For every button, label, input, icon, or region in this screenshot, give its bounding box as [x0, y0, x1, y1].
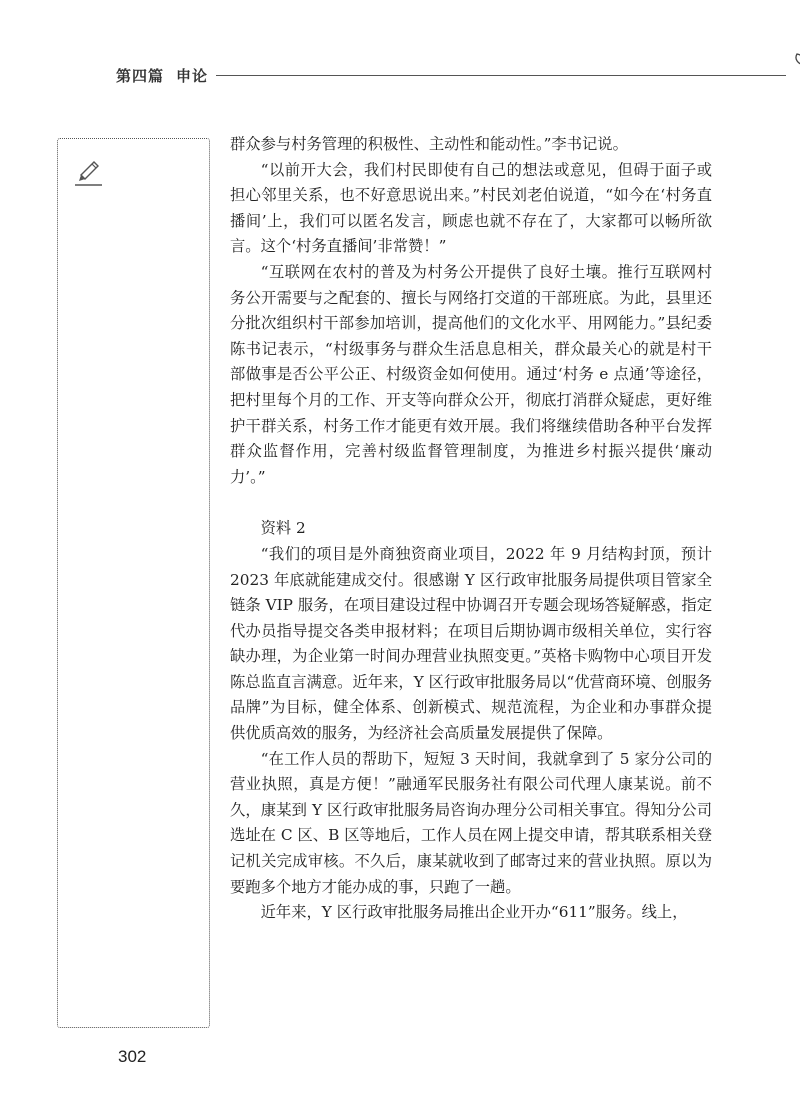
material-heading: 资料 2	[260, 519, 306, 538]
main-text	[230, 132, 712, 926]
paragraph: “以前开大会，我们村民即使有自己的想法或意见，但碍于面子或担心邻里关系，也不好意思说出来。”村民刘老伯说道，“如今在‘村务直播间’上，我们可以匿名发言，顾虑也就不存在了，大家都可以畅所欲言。这个‘村务直播间’非常赞！”	[230, 160, 712, 256]
paragraph: “我们的项目是外商独资商业项目，2022 年 9 月结构封顶，预计 2023 年底就能建成交付。很感谢 Y 区行政审批服务局提供项目管家全链条 VIP 服务，在项目建设过程中协调召开专题会现场答疑解惑，指定代办员指导提交各类申报材料；在项目后期协调市级相关单位，实行容缺办理，为企业第一时间办理营业执照变更。”英格卡购物中心项目开发陈总监直言满意。近年来，Y 区行政审批服务局以“优营商环境、创服务品牌”为目标，健全体系、创新模式、规范流程，为企业和办事群众提供优质高效的服务，为经济社会高质量发展提供了保障。	[230, 544, 712, 743]
margin-notes-box	[57, 138, 210, 1028]
paragraph: 近年来，Y 区行政审批服务局推出企业开办“611”服务。线上，	[260, 903, 688, 922]
paragraph: “在工作人员的帮助下，短短 3 天时间，我就拿到了 5 家分公司的营业执照，真是方便！”融通军民服务社有限公司代理人康某说。前不久，康某到 Y 区行政审批服务局咨询办理分公司相关事宜。得知分公司选址在 C 区、B 区等地后，工作人员在网上提交申请，帮其联系相关登记机关完成审核。不久后，康某就收到了邮寄过来的营业执照。原以为要跑多个地方才能办成的事，只跑了一趟。	[230, 749, 712, 896]
paragraph: 群众参与村务管理的积极性、主动性和能动性。”李书记说。	[230, 135, 628, 153]
sprout-icon	[788, 50, 800, 84]
part-title: 第四篇	[116, 67, 165, 85]
section-label	[116, 65, 208, 86]
running-header	[116, 62, 716, 86]
paragraph: “互联网在农村的普及为村务公开提供了良好土壤。推行互联网村务公开需要与之配套的、擅长与网络打交道的干部班底。为此，县里还分批次组织村干部参加培训，提高他们的文化水平、用网能力。”县纪委陈书记表示，“村级事务与群众生活息息相关，群众最关心的就是村干部做事是否公平公正、村级资金如何使用。通过‘村务 e 点通’等途径，把村里每个月的工作、开支等向群众公开，彻底打消群众疑虑，更好维护干群关系，村务工作才能更有效开展。我们将继续借助各种平台发挥群众监督作用，完善村级监督管理制度，为推进乡村振兴提供‘廉动力’。”	[230, 262, 712, 486]
subject-title: 申论	[176, 67, 209, 85]
page-number: 302	[118, 1047, 147, 1066]
pencil-icon	[72, 155, 106, 189]
header-rule	[216, 75, 786, 76]
